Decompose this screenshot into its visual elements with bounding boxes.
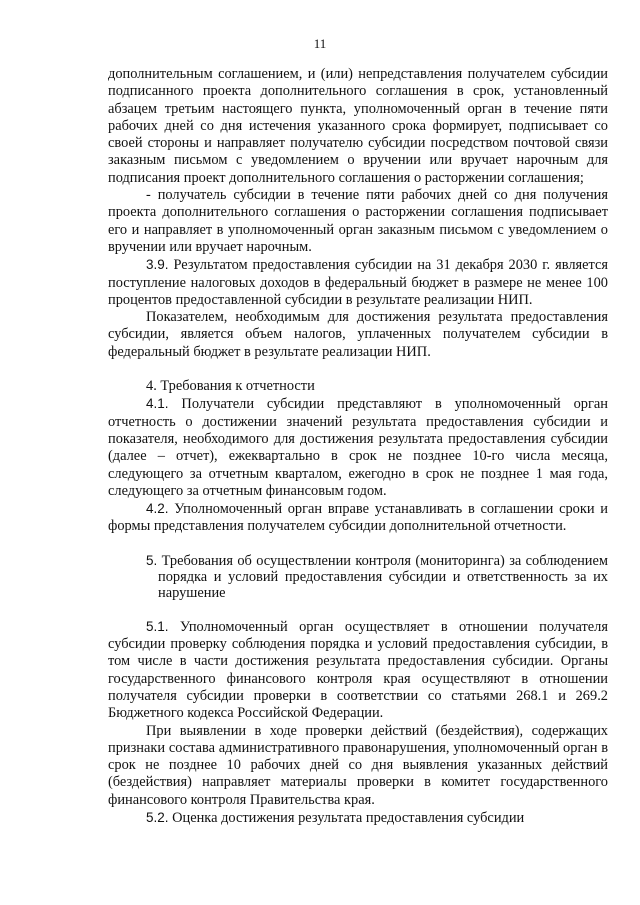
clause-text: Уполномоченный орган осуществляет в отношении получателя субсидии проверку соблюдения порядка и условий предоставления субсидии, в том числе в части достижения результата предоставления субсидии. Органы государственного финансового контроля края осуществляют в отношении получателя субсидии проверки в соответствии со статьями 268.1 и 269.2 Бюджетного кодекса Российской Федерации. — [108, 618, 608, 722]
page-number: 11 — [313, 36, 327, 51]
clause-number: 5.2. — [146, 809, 169, 825]
paragraph-5-1 — [108, 618, 608, 723]
spacer — [108, 601, 608, 618]
clause-text: Оценка достижения результата предоставления субсидии — [168, 809, 525, 826]
clause-number: 5.1. — [146, 618, 169, 634]
clause-number: 4.2. — [146, 501, 169, 517]
clause-text: Уполномоченный орган вправе устанавливать в соглашении сроки и формы представления получателем субсидии дополнительной отчетности. — [108, 501, 608, 535]
clause-number: 4.1. — [146, 396, 169, 412]
paragraph-violations: При выявлении в ходе проверки действий (бездействия), содержащих признаки состава административного правонарушения, уполномоченный орган в срок не позднее 10 рабочих дней со дня выявления указанных действий (бездействия) направляет материалы проверки в комитет государственного финансового контроля Правительства края. — [108, 722, 608, 808]
paragraph-4-1 — [108, 395, 608, 500]
paragraph-recipient-signs: - получатель субсидии в течение пяти рабочих дней со дня получения проекта дополнительного соглашения о расторжении соглашения подписывает его и направляет в уполномоченный орган заказным письмом с уведомлением о вручении или вручает нарочным. — [108, 187, 608, 255]
paragraph-5-2 — [108, 809, 608, 827]
clause-text: Результатом предоставления субсидии на 31 декабря 2030 г. является поступление налоговых доходов в федеральный бюджет в размере не менее 100 процентов предоставленной субсидии в результате реализации НИП. — [108, 257, 608, 308]
section-number: 5. — [146, 552, 158, 568]
section-4-heading: 4. Требования к отчетности — [146, 378, 315, 395]
spacer — [108, 536, 608, 553]
spacer — [108, 361, 608, 378]
paragraph-termination-continued: дополнительным соглашением, и (или) непредставления получателем субсидии подписанного проекта дополнительного соглашения в срок, установленный абзацем третьим настоящего пункта, уполномоченный орган в течение пяти рабочих дней со дня истечения указанного срока формирует, подписывает со своей стороны и направляет получателю субсидии посредством почтовой связи заказным письмом с уведомлением о вручении или вручает нарочным для подписания проект дополнительного соглашения о расторжении соглашения; — [108, 66, 608, 186]
paragraph-3-9 — [108, 256, 608, 309]
clause-number: 3.9. — [146, 257, 169, 273]
clause-text: Получатели субсидии представляют в уполномоченный орган отчетность о достижении значений результата предоставления субсидии и показателя, необходимого для достижения результата предоставления субсидии (далее – отчет), ежеквартально в срок не позднее 10-го числа месяца, следующего за отчетным кварталом, ежегодно в срок не позднее 1 мая года, следующего за отчетным финансовым годом. — [108, 396, 608, 499]
section-title: Требования об осуществлении контроля (мониторинга) за соблюдением порядка и условий предоставления субсидии и ответственность за их нарушение — [157, 552, 608, 601]
document-body — [108, 66, 608, 827]
section-5-heading — [108, 553, 608, 601]
paragraph-4-2 — [108, 500, 608, 536]
paragraph-indicator: Показателем, необходимым для достижения результата предоставления субсидии, является объем налогов, уплаченных получателем субсидии в федеральный бюджет в результате реализации НИП. — [108, 309, 608, 360]
